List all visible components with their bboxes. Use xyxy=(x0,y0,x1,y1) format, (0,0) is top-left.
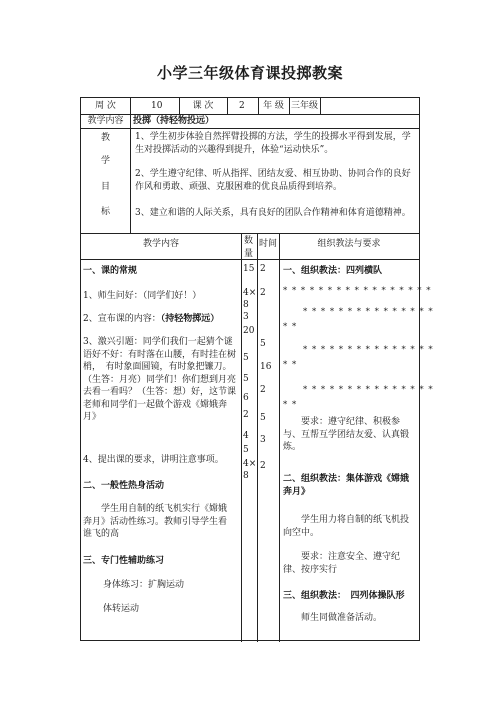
row-divider xyxy=(81,128,419,129)
paragraph: 学生用自制的纸飞机实行《嫦娥奔月》活动性练习。教师引导学生看谁飞的高 xyxy=(83,504,228,539)
requirement-text: 要求：遵守纪律、积极参与、互帮互学团结友爱、认真锻炼。 xyxy=(283,417,410,452)
count-value: 8 xyxy=(243,300,249,310)
section-title: 一、课的常规 xyxy=(83,266,138,276)
grade-value: 三年级 xyxy=(291,101,319,111)
section-title: 二、一般性热身活动 xyxy=(83,481,165,491)
goals-label-char: 标 xyxy=(101,207,111,217)
col-divider xyxy=(289,98,290,114)
col-header-content: 教学内容 xyxy=(142,239,179,249)
time-value: 5 xyxy=(260,413,266,423)
formation-row: * * * * * * * * * * * * * * * * * xyxy=(283,286,432,296)
lesson-label: 课 次 xyxy=(192,101,214,111)
goals-label-char: 教 xyxy=(101,133,111,143)
content-value: 投掷（持轻物投远） xyxy=(133,116,215,126)
list-item: 3、激兴引题：同学们我们一起猜个谜语好不好：有时落在山腰，有时挂在树梢， 有时象面圆镜，有时象把镰刀。（生答：月亮）同学们！你们想到月亮去看一看吗？（生答：想）好，这节课老师和同学们一起做个游戏《嫦娥奔月》 xyxy=(83,337,237,422)
formation-row: * * xyxy=(283,400,298,410)
paragraph: 学生用力将自制的纸飞机投向空中。 xyxy=(283,515,410,538)
count-value: 4× xyxy=(243,288,257,298)
lesson-value: 2 xyxy=(239,101,245,111)
requirement-text: 要求：注意安全、遵守纪律、按序实行 xyxy=(283,552,401,575)
row-divider xyxy=(81,233,419,234)
goals-label-char: 学 xyxy=(101,156,111,166)
time-value: 2 xyxy=(260,288,266,298)
content-label: 教学内容 xyxy=(87,116,124,126)
goal-item: 3、建立和谐的人际关系，具有良好的团队合作精神和体育道德精神。 xyxy=(135,208,411,218)
section-title: 三、专门性辅助练习 xyxy=(83,556,165,566)
paragraph: 师生同做准备活动。 xyxy=(301,613,383,623)
section-title: 二、组织教法：集体游戏《嫦娥奔月》 xyxy=(283,474,410,497)
formation-row: * * xyxy=(283,360,298,370)
count-value: 4× xyxy=(243,459,257,469)
list-item: 1、师生问好：（同学们好！） xyxy=(83,291,202,301)
grade-label: 年 级 xyxy=(263,101,284,111)
formation-row: * * * * * * * * * * * * * * * xyxy=(303,385,434,395)
formation-row: * * * * * * * * * * * * * * * xyxy=(303,307,434,317)
list-item-emphasis: （持轻物掷远） xyxy=(160,314,220,324)
col-header-time: 时间 xyxy=(259,239,278,249)
col-divider xyxy=(241,233,242,642)
col-divider xyxy=(130,98,131,128)
goal-item: 1、学生初步体验自然挥臂投掷的方法，学生的投掷水平得到发展，学生对投掷活动的兴趣得到提升，体验“运动快乐”。 xyxy=(135,132,411,155)
time-value: 2 xyxy=(260,385,266,395)
lesson-plan-table xyxy=(80,97,434,641)
col-header-method: 组织教法与要求 xyxy=(317,239,381,249)
col-header-count: 数量 xyxy=(244,236,254,259)
count-value: 3 xyxy=(243,312,249,322)
count-value: 8 xyxy=(243,471,249,481)
time-value: 16 xyxy=(260,362,272,372)
count-value: 20 xyxy=(243,326,255,336)
list-item: 4、提出课的要求，讲明注意事项。 xyxy=(83,455,224,465)
count-value: 5 xyxy=(243,445,249,455)
col-divider xyxy=(257,233,258,642)
section-title: 三、组织教法： 四列体操队形 xyxy=(283,591,405,601)
list-item-text: 2、宣布课的内容： xyxy=(83,314,161,324)
goals-label-char: 目 xyxy=(101,182,111,192)
col-divider xyxy=(130,128,131,233)
section-title: 一、组织教法：四列横队 xyxy=(283,266,383,276)
col-divider xyxy=(227,98,228,114)
list-item: 体转运动 xyxy=(103,604,140,614)
col-divider xyxy=(279,233,280,642)
list-item: 身体练习：扩胸运动 xyxy=(103,580,185,590)
week-label: 周 次 xyxy=(95,101,116,111)
formation-row: * * xyxy=(283,322,298,332)
formation-row: * * * * * * * * * * * * * * * xyxy=(303,345,434,355)
list-item xyxy=(83,313,219,325)
page-title: 小学三年级体育课投掷教案 xyxy=(156,64,343,82)
count-value: 15 xyxy=(243,264,255,274)
count-value: 2 xyxy=(243,410,249,420)
time-value: 2 xyxy=(260,461,266,471)
time-value: 2 xyxy=(260,264,266,274)
time-value: 3 xyxy=(260,435,266,445)
time-value: 5 xyxy=(260,339,266,349)
row-divider xyxy=(81,114,419,115)
goal-item: 2、学生遵守纪律、听从指挥、团结友爱、相互协助、协同合作的良好作风和勇敢、顽强、克服困难的优良品质得到培养。 xyxy=(135,169,411,192)
count-value: 4 xyxy=(243,431,249,441)
count-value: 6 xyxy=(243,393,249,403)
col-divider xyxy=(320,98,321,114)
count-value: 5 xyxy=(243,353,249,363)
count-value: 5 xyxy=(243,374,249,384)
week-value: 10 xyxy=(151,101,163,111)
